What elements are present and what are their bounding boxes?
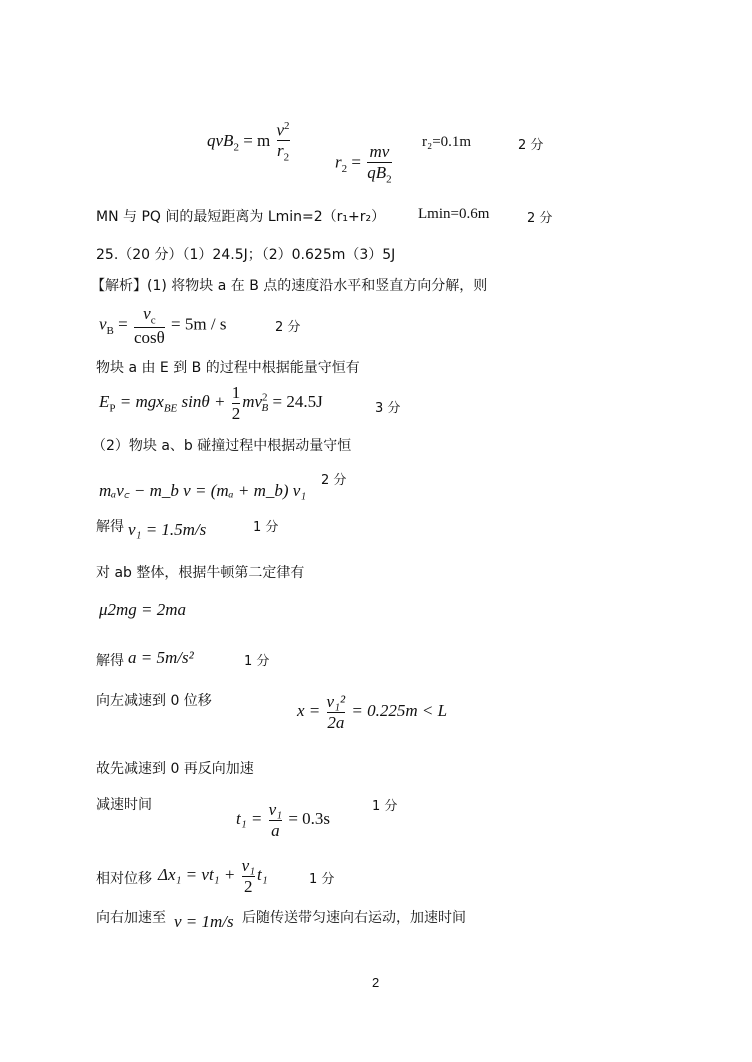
eq-ep-text5: = 24.5J [268,391,323,411]
eq-x-num: v₁² [326,692,346,711]
line-mn-result: Lmin=0.6m [418,206,490,222]
line-relative-displacement: 相对位移 [96,871,152,887]
eq-ep-sub4: B [261,402,269,415]
eq-t1-fraction [269,800,282,840]
line-right-velocity: v = 1m/s [174,912,234,931]
solve-eq-a: a = 5m/s² [128,648,194,667]
line-momentum-conservation: （2）物块 a、b 碰撞过程中根据动量守恒 [92,438,352,454]
line-mn-distance: MN 与 PQ 间的最短距离为 Lmin=2（r₁+r₂） [96,209,386,225]
equation-time [236,800,330,840]
eq1-frac-num: v [276,120,285,140]
points-time: 1 分 [372,799,398,814]
eq2-left: r [335,152,342,172]
eq-rel-den: 2 [242,876,255,897]
eq-vb-num-sub: c [150,314,156,327]
eq-ep-text4: mv [242,391,263,411]
points-eq1: 2 分 [518,138,544,153]
eq-vb-den: cosθ [133,328,165,348]
eq-ep-sub2: BE [163,402,178,415]
line-right-acceleration-a: 向右加速至 [96,910,166,926]
line-right-acceleration-b: 后随传送带匀速向右运动，加速时间 [242,910,466,926]
eq-vb-left-sub: B [106,325,114,338]
points-mn: 2 分 [527,211,553,226]
question-25-answers: 25.（20 分）（1）24.5J；（2）0.625m（3）5J [96,247,396,263]
equation-radius [335,142,394,186]
equation-momentum: mₐv꜀ − m_b v = (mₐ + m_b) v₁ [99,481,307,500]
eq-vb-eq: = [113,314,132,334]
equation-friction: μ2mg = 2ma [99,600,187,619]
solve-eq-v1: v₁ = 1.5m/s [128,520,207,539]
eq-x-left: x = [297,700,325,720]
points-ep: 3 分 [375,401,401,416]
eq-ep-text2: = mgx [115,391,164,411]
eq-vb-num: v [143,304,151,323]
line-reverse-acceleration: 故先减速到 0 再反向加速 [96,761,254,777]
eq-t1-left: t₁ = [236,808,267,828]
eq2-eq: = [347,152,366,172]
eq2-fraction [367,142,391,186]
equation-energy [99,383,323,423]
eq-vb-after: = 5m / s [171,314,227,334]
eq-ep-text1: E [99,391,110,411]
eq1-left: qvB [207,131,234,151]
line-newton-second-law: 对 ab 整体，根据牛顿第二定律有 [96,565,305,581]
eq-x-den: 2a [327,712,345,732]
equation-vb [99,304,226,348]
eq-x-after: = 0.225m < L [351,700,448,720]
eq-rel-after: t₁ [257,864,268,884]
points-solve-2: 1 分 [244,654,270,669]
eq-rel-num: v₁ [241,856,256,875]
eq-rel-fraction [242,856,255,896]
eq-ep-half [232,383,241,423]
eq-x-fraction [327,692,346,732]
eq1-fraction [277,120,290,164]
points-vb: 2 分 [275,320,301,335]
eq-vb-fraction [134,304,165,348]
solve-label-1: 解得 [96,519,124,535]
equation-relative [158,856,268,896]
eq1-frac-den-sub: 2 [283,151,290,164]
eq-t1-after: = 0.3s [288,808,331,828]
eq2-frac-num: mv [369,142,390,161]
eq-ep-sub1: P [109,402,116,415]
line-energy-conservation: 物块 a 由 E 到 B 的过程中根据能量守恒有 [96,360,360,376]
eq-t1-den: a [269,820,282,841]
analysis-intro: 【解析】(1) 将物块 a 在 B 点的速度沿水平和竖直方向分解，则 [91,278,488,294]
line-left-deceleration: 向左减速到 0 位移 [96,693,212,709]
points-relative: 1 分 [309,872,335,887]
points-momentum: 2 分 [321,473,347,488]
eq1-eq: = m [238,131,271,151]
eq-ep-half-den: 2 [231,403,241,423]
eq1-frac-num-sup: 2 [284,120,290,132]
points-solve-1: 1 分 [253,520,279,535]
equation-lorentz [207,120,292,164]
eq-ep-text3: sinθ + [177,391,230,411]
eq2-frac-den-sub: 2 [386,172,392,185]
page-number: 2 [372,975,380,990]
eq-rel-left: Δx₁ = vt₁ + [158,864,240,884]
eq-ep-half-num: 1 [231,383,241,402]
eq2-left-sub: 2 [341,163,348,176]
eq-vb-left: v [99,314,107,334]
eq2-frac-den: qB [367,162,387,182]
eq1-frac-den: r [276,141,284,161]
line-deceleration-time: 减速时间 [96,797,152,813]
eq1-left-sub: 2 [233,141,239,154]
equation-displacement [297,692,447,732]
solve-label-2: 解得 [96,653,124,669]
eq-ep-sup4: 2 [262,391,268,404]
r2-result: r₂=0.1m [422,134,472,150]
eq-t1-num: v₁ [268,800,283,819]
